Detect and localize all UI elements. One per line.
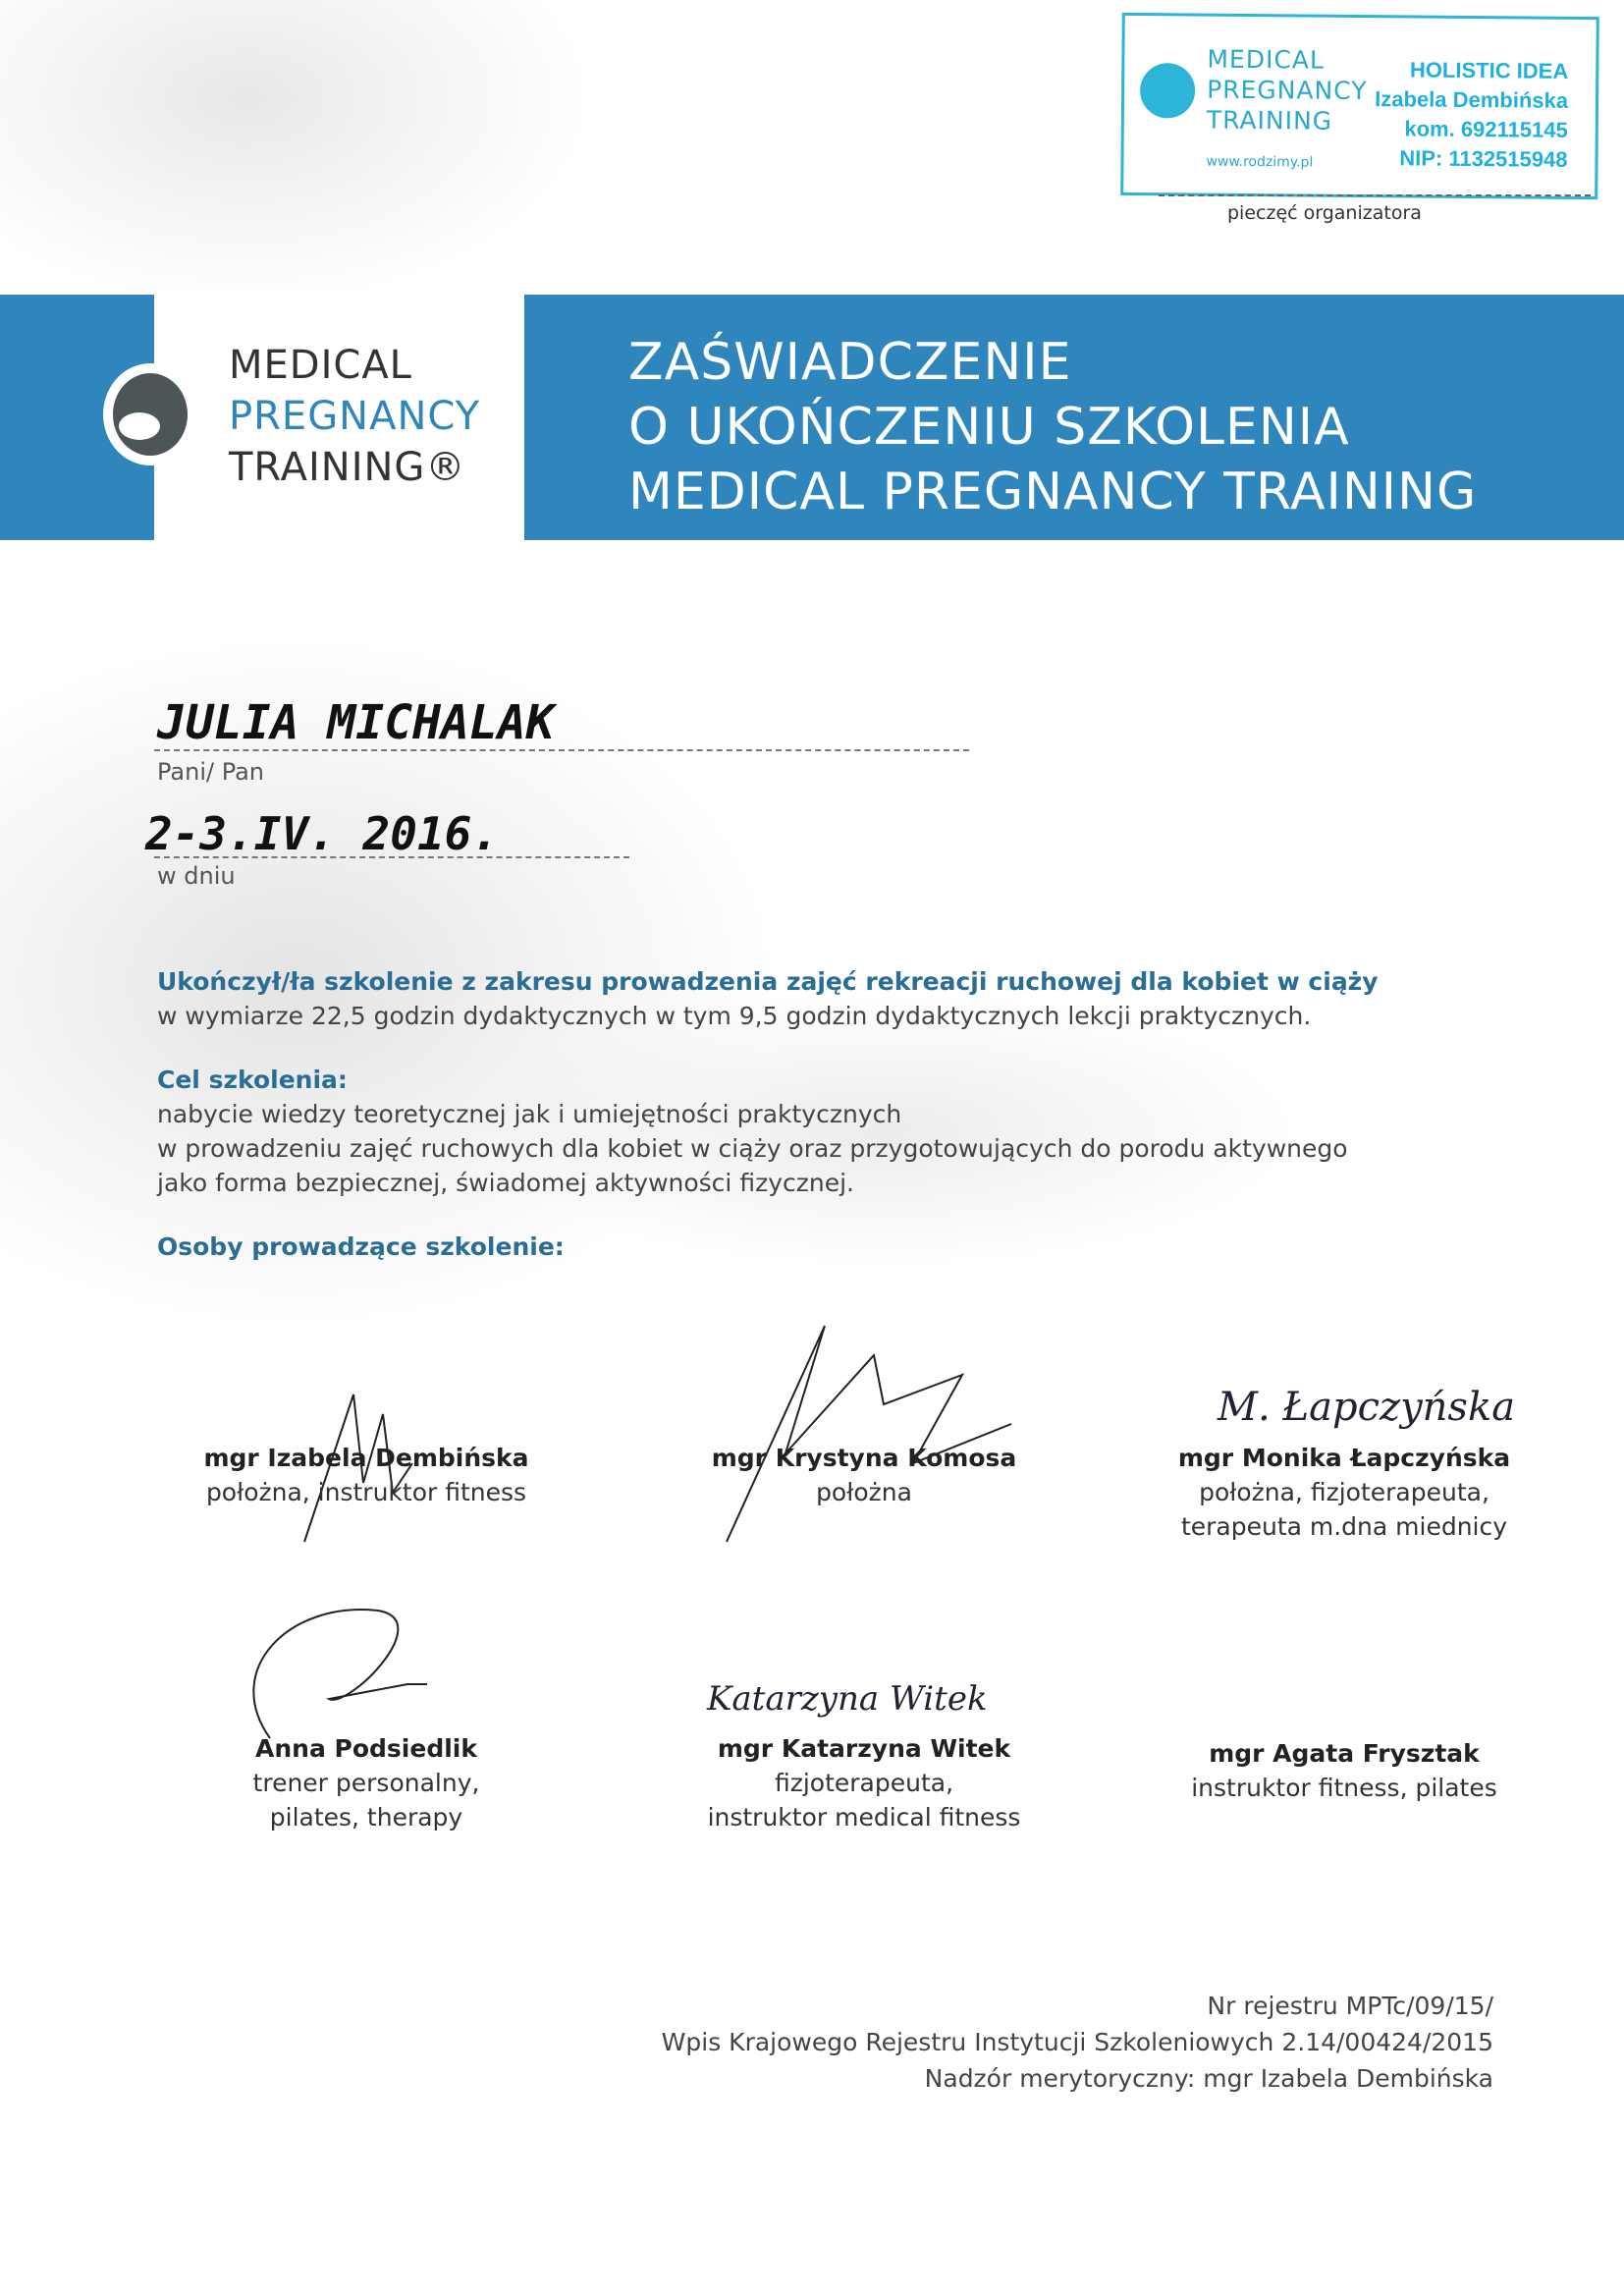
title-line: ZAŚWIADCZENIE — [628, 333, 1072, 392]
instructor-role: trener personalny, — [252, 1769, 480, 1797]
instructor-role: fizjoterapeuta, — [774, 1769, 954, 1797]
instructor-role: instruktor medical fitness — [707, 1803, 1021, 1831]
course-description — [157, 964, 1379, 1264]
participant-name: JULIA MICHALAK — [157, 695, 555, 750]
training-date: 2-3.IV. 2016. — [145, 807, 500, 860]
logo-line: TRAINING® — [229, 445, 466, 490]
instructor-card — [638, 1731, 1090, 1834]
logo-text — [229, 340, 480, 493]
registry-number: Nr rejestru MPTc/09/15/ — [1207, 1992, 1493, 2020]
stamp-company: HOLISTIC IDEA — [1409, 57, 1569, 83]
stamp-label: pieczęć organizatora — [1227, 202, 1422, 224]
registry-footer — [662, 1988, 1493, 2097]
completed-text: w wymiarze 22,5 godzin dydaktycznych w tym 9,5 godzin dydaktycznych lekcji praktycznych. — [157, 1002, 1312, 1030]
instructor-card — [1118, 1441, 1570, 1544]
instructor-name: mgr Katarzyna Witek — [717, 1734, 1011, 1763]
name-line — [154, 749, 969, 751]
goal-heading: Cel szkolenia: — [157, 1066, 348, 1094]
completed-heading: Ukończył/ła szkolenie z zakresu prowadzenia zajęć rekreacji ruchowej dla kobiet w ciąży — [157, 967, 1379, 996]
date-label: w dniu — [157, 862, 236, 890]
signature-komosa — [717, 1316, 1051, 1552]
instructor-name: Anna Podsiedlik — [255, 1734, 477, 1763]
logo-line: PREGNANCY — [229, 394, 481, 439]
instructor-name: mgr Monika Łapczyńska — [1177, 1444, 1511, 1472]
instructor-role: położna, instruktor fitness — [205, 1478, 527, 1506]
instructor-name: mgr Izabela Dembińska — [203, 1444, 529, 1472]
stamp-company-info — [1375, 55, 1569, 175]
signature-lapczynska: M. Łapczyńska — [1218, 1385, 1516, 1430]
instructor-card — [1118, 1736, 1570, 1805]
title-line: O UKOŃCZENIU SZKOLENIA — [628, 398, 1350, 457]
stamp-owner: Izabela Dembińska — [1375, 86, 1569, 113]
instructor-role: instruktor fitness, pilates — [1191, 1774, 1497, 1802]
stamp-nip: NIP: 1132515948 — [1399, 145, 1568, 172]
instructor-card — [638, 1441, 1090, 1509]
date-line — [154, 856, 629, 858]
stamp-divider — [1159, 194, 1591, 196]
instructor-name: mgr Krystyna Komosa — [711, 1444, 1017, 1472]
logo-icon — [103, 363, 197, 465]
title-line: MEDICAL PREGNANCY TRAINING — [628, 463, 1478, 521]
goal-line: jako forma bezpiecznej, świadomej aktywności fizycznej. — [157, 1169, 854, 1197]
signature-podsiedlik — [231, 1591, 427, 1748]
goal-line: nabycie wiedzy teoretycznej jak i umiejętności praktycznych — [157, 1100, 902, 1128]
stamp-website: www.rodzimy.pl — [1206, 153, 1314, 171]
organizer-stamp — [1120, 13, 1599, 199]
certificate-title — [628, 330, 1477, 524]
instructor-role: pilates, therapy — [269, 1803, 463, 1831]
goal-line: w prowadzeniu zajęć ruchowych dla kobiet w ciąży oraz przygotowujących do porodu aktywnego — [157, 1134, 1348, 1163]
instructor-role: położna, fizjoterapeuta, — [1199, 1478, 1489, 1506]
instructor-card — [140, 1441, 592, 1509]
stamp-phone: kom. 692115145 — [1404, 116, 1568, 142]
name-label: Pani/ Pan — [157, 758, 265, 786]
instructor-card — [140, 1731, 592, 1834]
instructors-heading: Osoby prowadzące szkolenie: — [157, 1232, 565, 1261]
instructor-role: położna — [816, 1478, 912, 1506]
stamp-logo-icon — [1140, 63, 1195, 118]
signature-witek: Katarzyna Witek — [707, 1679, 988, 1719]
stamp-logo-line: TRAINING — [1206, 105, 1333, 136]
stamp-logo-line: MEDICAL — [1207, 44, 1326, 75]
supervision: Nadzór merytoryczny: mgr Izabela Dembińska — [924, 2064, 1493, 2093]
logo-line: MEDICAL — [229, 343, 412, 388]
stamp-logo-text — [1207, 44, 1368, 137]
registry-entry: Wpis Krajowego Rejestru Instytucji Szkoleniowych 2.14/00424/2015 — [661, 2028, 1493, 2056]
stamp-logo-line: PREGNANCY — [1207, 75, 1368, 106]
instructor-name: mgr Agata Frysztak — [1209, 1739, 1480, 1768]
instructor-role: terapeuta m.dna miednicy — [1180, 1512, 1508, 1541]
